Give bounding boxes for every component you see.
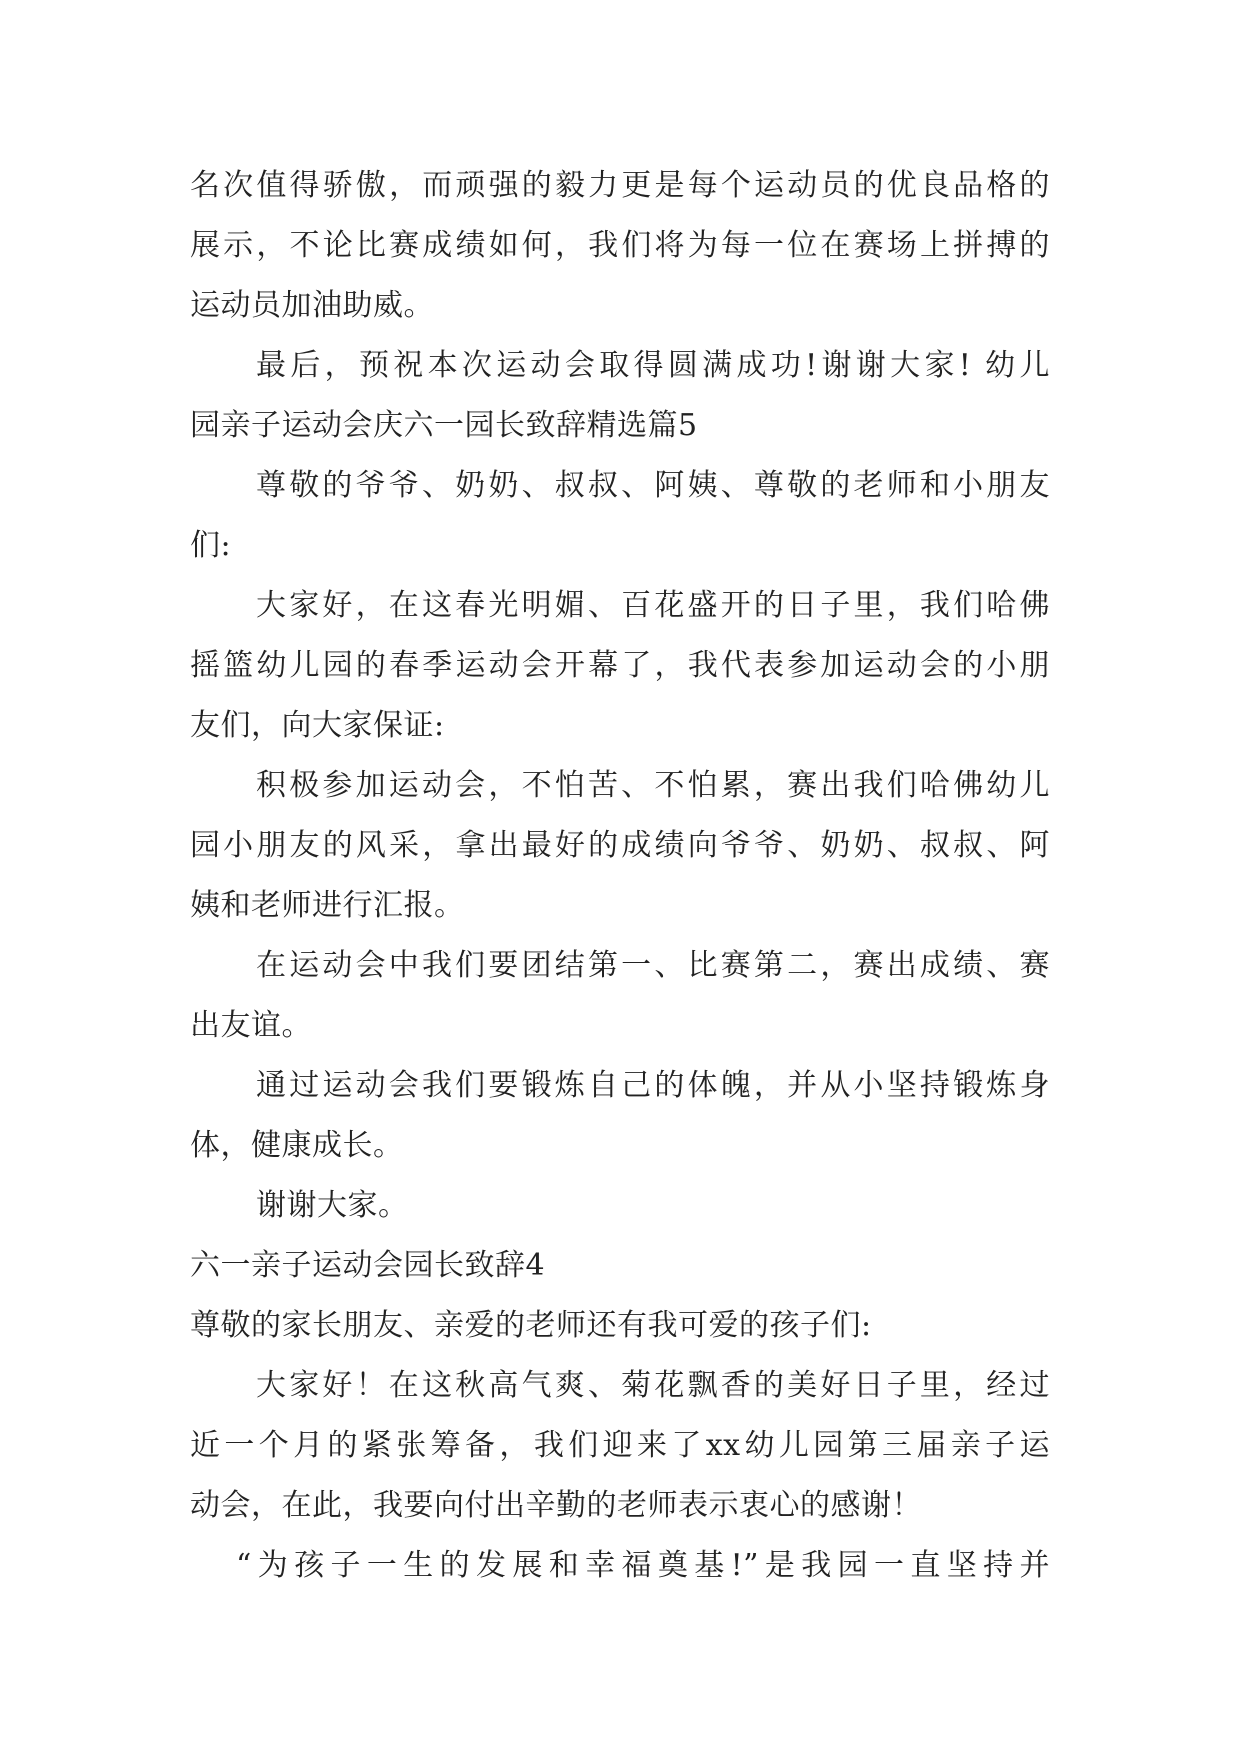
- text-line: 尊敬的爷爷、奶奶、叔叔、阿姨、尊敬的老师和小朋友: [256, 468, 1050, 503]
- document-body: [190, 156, 1050, 1596]
- text-line: 动会，在此，我要向付出辛勤的老师表示衷心的感谢！: [190, 1488, 922, 1523]
- text-line: 展示，不论比赛成绩如何，我们将为每一位在赛场上拼搏的: [190, 228, 1050, 263]
- text-line: 友们，向大家保证:: [190, 708, 445, 743]
- text-line: 在运动会中我们要团结第一、比赛第二，赛出成绩、赛: [256, 948, 1050, 983]
- text-line: 积极参加运动会，不怕苦、不怕累，赛出我们哈佛幼儿: [256, 768, 1050, 803]
- text-line: 最后，预祝本次运动会取得圆满成功!谢谢大家! 幼儿: [256, 348, 1050, 383]
- text-line: 园小朋友的风采，拿出最好的成绩向爷爷、奶奶、叔叔、阿: [190, 828, 1050, 863]
- text-line: 大家好！在这秋高气爽、菊花飘香的美好日子里，经过: [256, 1368, 1050, 1403]
- text-line: 近一个月的紧张筹备，我们迎来了xx幼儿园第三届亲子运: [190, 1428, 1050, 1463]
- text-line: 谢谢大家。: [256, 1188, 409, 1223]
- section-heading: 六一亲子运动会园长致辞4: [190, 1248, 546, 1283]
- text-line: 姨和老师进行汇报。: [190, 888, 465, 923]
- text-line: 摇篮幼儿园的春季运动会开幕了，我代表参加运动会的小朋: [190, 648, 1050, 683]
- text-line: 园亲子运动会庆六一园长致辞精选篇5: [190, 408, 698, 443]
- text-line: “为孩子一生的发展和幸福奠基!”是我园一直坚持并: [236, 1548, 1050, 1583]
- text-line: 通过运动会我们要锻炼自己的体魄，并从小坚持锻炼身: [256, 1068, 1050, 1103]
- text-line: 运动员加油助威。: [190, 288, 434, 323]
- text-line: 大家好，在这春光明媚、百花盛开的日子里，我们哈佛: [256, 588, 1050, 623]
- text-line: 出友谊。: [190, 1008, 312, 1043]
- text-line: 体，健康成长。: [190, 1128, 404, 1163]
- text-line: 尊敬的家长朋友、亲爱的老师还有我可爱的孩子们:: [190, 1308, 872, 1343]
- text-line: 们:: [190, 528, 232, 563]
- text-line: 名次值得骄傲，而顽强的毅力更是每个运动员的优良品格的: [190, 168, 1050, 203]
